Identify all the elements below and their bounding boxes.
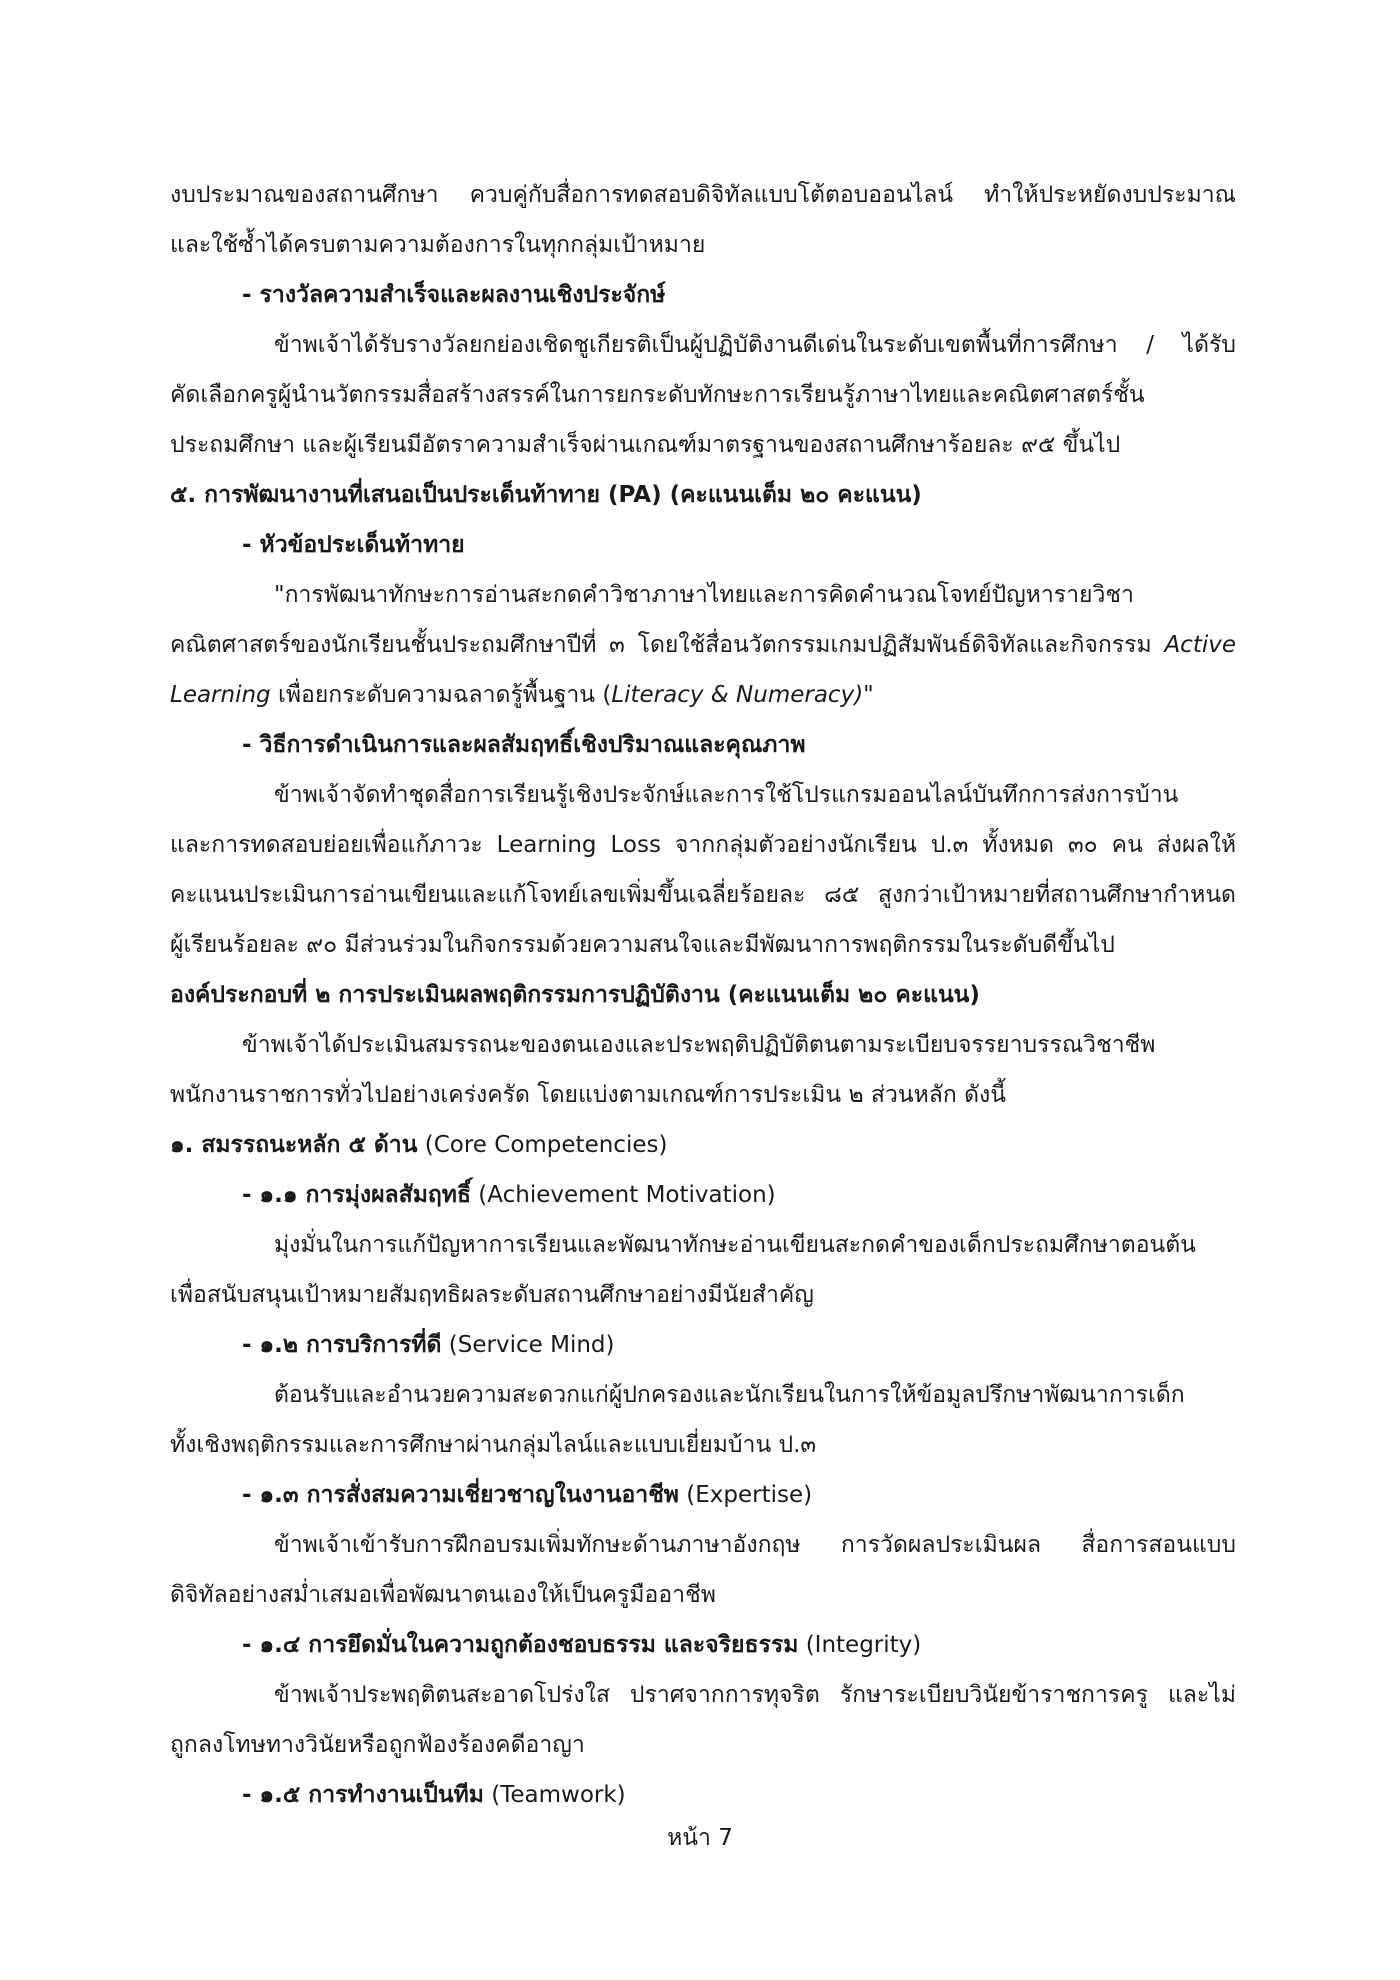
challenge-topic-text: คณิตศาสตร์ของนักเรียนชั้นประถมศึกษาปีที่ ๓ โดยใช้สื่อนวัตกรรมเกมปฏิสัมพันธ์ดิจิทัลและกิจกรรม: [170, 632, 1165, 658]
challenge-topic-english: Active: [1164, 632, 1236, 658]
competency-english: (Teamwork): [483, 1782, 626, 1808]
competency-english: (Integrity): [798, 1632, 922, 1658]
competency-1-3-line: ข้าพเจ้าเข้ารับการฝึกอบรมเพิ่มทักษะด้านภาษาอังกฤษ การวัดผลประเมินผล สื่อการสอนแบบ: [274, 1532, 1236, 1558]
competency-1-4-line: ถูกลงโทษทางวินัยหรือถูกฟ้องร้องคดีอาญา: [170, 1732, 585, 1758]
competency-1-4-line: ข้าพเจ้าประพฤติตนสะอาดโปร่งใส ปราศจากการทุจริต รักษาระเบียบวินัยข้าราชการครู และไม่: [274, 1682, 1236, 1708]
core-competencies-english: (Core Competencies): [417, 1132, 668, 1158]
method-paragraph-line: ข้าพเจ้าจัดทำชุดสื่อการเรียนรู้เชิงประจักษ์และการใช้โปรแกรมออนไลน์บันทึกการส่งการบ้าน: [274, 782, 1179, 808]
competency-english: (Achievement Motivation): [470, 1182, 776, 1208]
challenge-topic-line: [170, 670, 1236, 720]
competency-title: - ๑.๔ การยึดมั่นในความถูกต้องชอบธรรม และจริยธรรม: [242, 1632, 799, 1658]
core-competencies-heading: [170, 1120, 1236, 1170]
competency-title: - ๑.๑ การมุ่งผลสัมฤทธิ์: [242, 1182, 471, 1208]
competency-1-1-heading: [170, 1170, 1236, 1220]
competency-1-5-heading: [170, 1770, 1236, 1820]
competency-1-3-line: ดิจิทัลอย่างสม่ำเสมอเพื่อพัฒนาตนเองให้เป็นครูมืออาชีพ: [170, 1582, 716, 1608]
competency-1-1-line: เพื่อสนับสนุนเป้าหมายสัมฤทธิผลระดับสถานศึกษาอย่างมีนัยสำคัญ: [170, 1282, 814, 1308]
competency-1-2-heading: [170, 1320, 1236, 1370]
component-2-heading: องค์ประกอบที่ ๒ การประเมินผลพฤติกรรมการปฏิบัติงาน (คะแนนเต็ม ๒๐ คะแนน): [170, 982, 980, 1008]
awards-heading: - รางวัลความสำเร็จและผลงานเชิงประจักษ์: [242, 282, 666, 308]
challenge-topic-text: เพื่อยกระดับความฉลาดรู้พื้นฐาน (: [270, 682, 612, 708]
method-heading: - วิธีการดำเนินการและผลสัมฤทธิ์เชิงปริมาณและคุณภาพ: [242, 732, 806, 758]
component-2-paragraph-line: ข้าพเจ้าได้ประเมินสมรรถนะของตนเองและประพฤติปฏิบัติตนตามระเบียบจรรยาบรรณวิชาชีพ: [242, 1032, 1156, 1058]
awards-paragraph-line: คัดเลือกครูผู้นำนวัตกรรมสื่อสร้างสรรค์ในการยกระดับทักษะการเรียนรู้ภาษาไทยและคณิตศาสตร์ชั้น: [170, 382, 1145, 408]
method-paragraph-line: ผู้เรียนร้อยละ ๙๐ มีส่วนร่วมในกิจกรรมด้วยความสนใจและมีพัฒนาการพฤติกรรมในระดับดีขึ้นไป: [170, 932, 1115, 958]
challenge-topic-english: Learning: [170, 682, 271, 708]
section-5-heading: ๕. การพัฒนางานที่เสนอเป็นประเด็นท้าทาย (PA) (คะแนนเต็ม ๒๐ คะแนน): [170, 482, 922, 508]
competency-title: - ๑.๒ การบริการที่ดี: [242, 1332, 442, 1358]
awards-paragraph-line: ข้าพเจ้าได้รับรางวัลยกย่องเชิดชูเกียรติเป็นผู้ปฏิบัติงานดีเด่นในระดับเขตพื้นที่การศึกษา / ได้รับ: [274, 332, 1236, 358]
competency-english: (Expertise): [678, 1482, 813, 1508]
budget-paragraph-line: งบประมาณของสถานศึกษา ควบคู่กับสื่อการทดสอบดิจิทัลแบบโต้ตอบออนไลน์ ทำให้ประหยัดงบประมาณ: [170, 182, 1236, 208]
competency-title: - ๑.๓ การสั่งสมความเชี่ยวชาญในงานอาชีพ: [242, 1482, 679, 1508]
competency-1-2-line: ทั้งเชิงพฤติกรรมและการศึกษาผ่านกลุ่มไลน์และแบบเยี่ยมบ้าน ป.๓: [170, 1432, 817, 1458]
challenge-topic-line: [170, 620, 1236, 670]
competency-1-3-heading: [170, 1470, 1236, 1520]
component-2-paragraph-line: พนักงานราชการทั่วไปอย่างเคร่งครัด โดยแบ่งตามเกณฑ์การประเมิน ๒ ส่วนหลัก ดังนี้: [170, 1082, 1006, 1108]
document-page: [170, 170, 1236, 1820]
method-paragraph-line: และการทดสอบย่อยเพื่อแก้ภาวะ Learning Loss จากกลุ่มตัวอย่างนักเรียน ป.๓ ทั้งหมด ๓๐ คน ส่งผลให้: [170, 832, 1236, 858]
competency-1-2-line: ต้อนรับและอำนวยความสะดวกแก่ผู้ปกครองและนักเรียนในการให้ข้อมูลปรึกษาพัฒนาการเด็ก: [274, 1382, 1185, 1408]
core-competencies-title: ๑. สมรรถนะหลัก ๕ ด้าน: [170, 1132, 418, 1158]
competency-title: - ๑.๕ การทำงานเป็นทีม: [242, 1782, 484, 1808]
budget-paragraph-line: และใช้ซ้ำได้ครบตามความต้องการในทุกกลุ่มเป้าหมาย: [170, 232, 706, 258]
awards-paragraph-line: ประถมศึกษา และผู้เรียนมีอัตราความสำเร็จผ่านเกณฑ์มาตรฐานของสถานศึกษาร้อยละ ๙๕ ขึ้นไป: [170, 432, 1121, 458]
challenge-topic-line: "การพัฒนาทักษะการอ่านสะกดคำวิชาภาษาไทยและการคิดคำนวณโจทย์ปัญหารายวิชา: [274, 582, 1134, 608]
competency-1-4-heading: [170, 1620, 1236, 1670]
challenge-topic-english: Literacy & Numeracy)": [611, 682, 874, 708]
competency-english: (Service Mind): [441, 1332, 615, 1358]
method-paragraph-line: คะแนนประเมินการอ่านเขียนและแก้โจทย์เลขเพิ่มขึ้นเฉลี่ยร้อยละ ๘๕ สูงกว่าเป้าหมายที่สถานศึกษากำหนด: [170, 882, 1236, 908]
competency-1-1-line: มุ่งมั่นในการแก้ปัญหาการเรียนและพัฒนาทักษะอ่านเขียนสะกดคำของเด็กประถมศึกษาตอนต้น: [274, 1232, 1196, 1258]
challenge-topic-heading: - หัวข้อประเด็นท้าทาย: [242, 532, 465, 558]
page-number: หน้า 7: [667, 1825, 733, 1851]
